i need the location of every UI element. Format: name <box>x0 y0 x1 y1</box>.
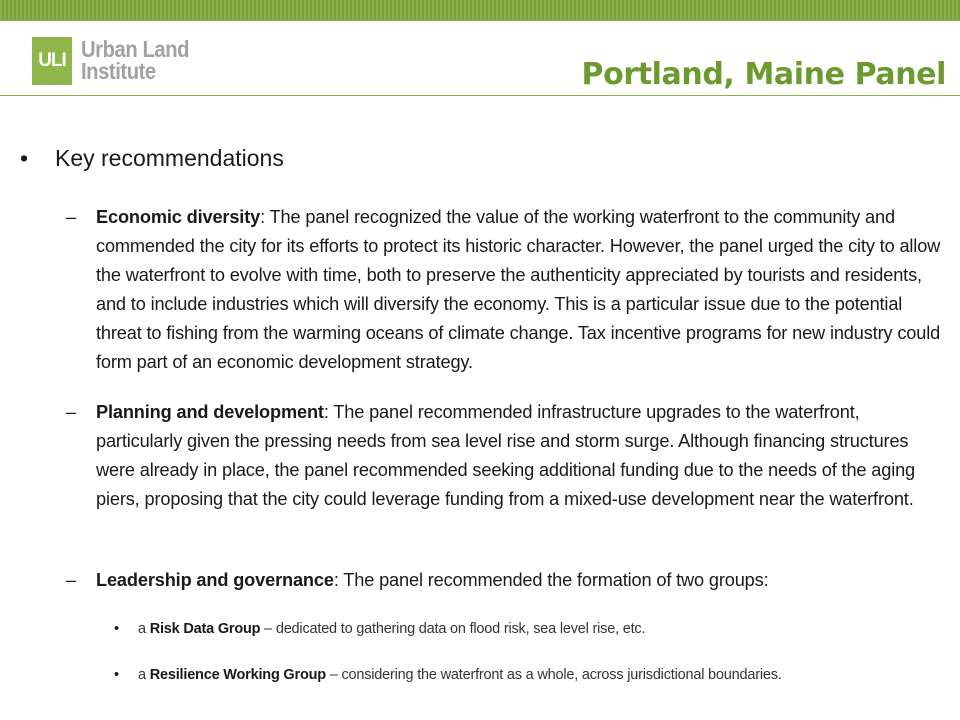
subitem-text: – considering the waterfront as a whole, across jurisdictional boundaries. <box>325 667 782 683</box>
recommendation-economic-diversity <box>66 203 946 377</box>
recommendation-leadership-governance <box>66 566 946 595</box>
recommendation-text: : The panel recognized the value of the working waterfront to the community and commended the city for its efforts to protect its historic character. However, the panel urged the city to allow the waterfront to evolve with time, both to preserve the authenticity appreciated by tourists and residents, and to include industries which will diversify the economy. This is a particular issue due to the potential threat to fishing from the warming oceans of climate change. Tax incentive programs for new industry could form part of an economic development strategy. <box>96 207 941 372</box>
logo-line-2: Institute <box>81 58 156 84</box>
subitem-prefix: a <box>138 621 150 637</box>
subitem-term: Resilience Working Group <box>149 667 326 683</box>
subitem-term: Risk Data Group <box>149 621 261 637</box>
subitem-risk-data-group <box>114 621 944 637</box>
subitem-prefix: a <box>138 667 150 683</box>
bullet-icon: • <box>114 621 119 637</box>
subitem-text: – dedicated to gathering data on flood risk, sea level rise, etc. <box>260 621 646 637</box>
recommendation-title: Planning and development <box>96 402 324 422</box>
bullet-icon: • <box>20 145 29 171</box>
page-title: Portland, Maine Panel <box>581 57 946 92</box>
bullet-icon: • <box>114 667 119 683</box>
dash-icon: – <box>66 207 77 227</box>
subitem-resilience-working-group <box>114 667 944 683</box>
recommendation-title: Leadership and governance <box>96 570 334 590</box>
logo-line-1: Urban Land <box>81 36 190 62</box>
uli-logo-mark: ULI <box>32 37 72 85</box>
dash-icon: – <box>66 402 77 422</box>
dash-icon: – <box>66 570 77 590</box>
recommendation-text: : The panel recommended the formation of two groups: <box>333 570 769 590</box>
recommendation-title: Economic diversity <box>96 207 261 227</box>
heading-text: Key recommendations <box>55 145 284 171</box>
key-recommendations-heading <box>20 145 284 172</box>
recommendation-planning-development <box>66 398 946 514</box>
recommendation-text: : The panel recommended infrastructure upgrades to the waterfront, particularly given the pressing needs from sea level rise and storm surge. Although financing structures were already in place, the panel recommended seeking additional funding due to the needs of the aging piers, proposing that the city could leverage funding from a mixed-use development near the waterfront. <box>96 402 916 509</box>
